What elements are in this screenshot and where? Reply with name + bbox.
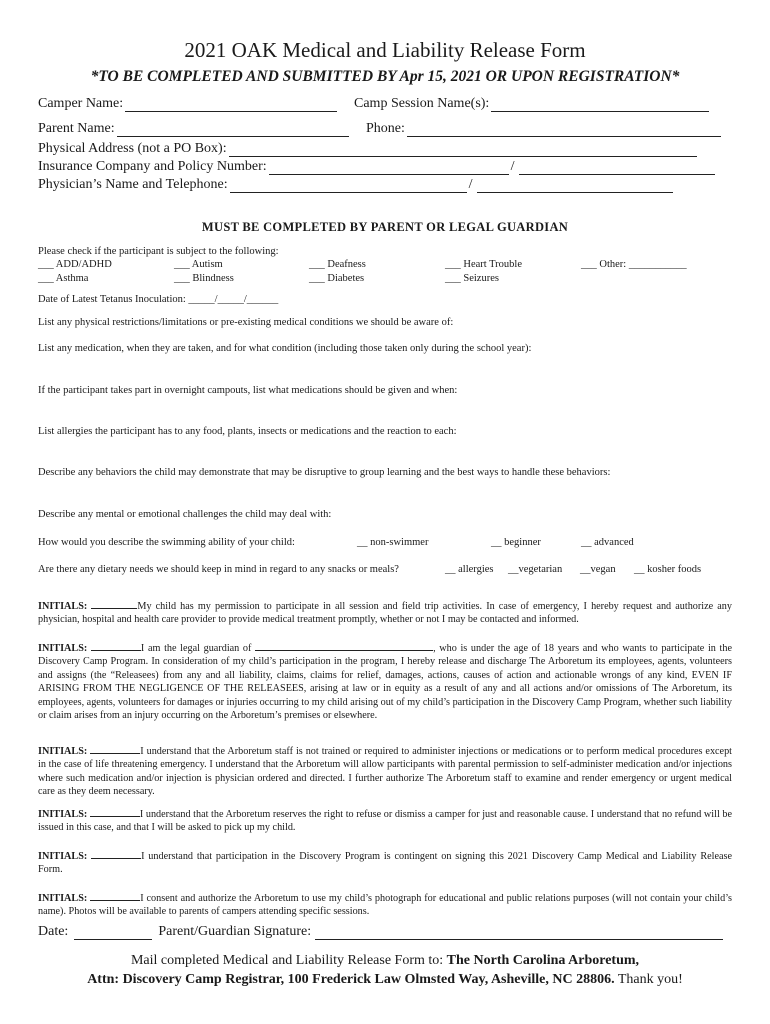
camper-name-field[interactable]	[125, 98, 337, 112]
parent-name-label: Parent Name:	[38, 121, 115, 136]
check-add-adhd[interactable]: ___ ADD/ADHD	[38, 259, 112, 270]
parent-name-row	[38, 121, 349, 137]
initials-text: I am the legal guardian of	[140, 643, 252, 654]
mail-thanks: Thank you!	[614, 972, 683, 987]
initials-text: My child has my permission to participate in all session and field trip activities. In case of emergency, I hereby request and authorize any physician, hospital and health care provider to provide medical treatment promptly, whether or not I may be contacted and informed.	[38, 601, 732, 626]
swim-non-swimmer[interactable]: __ non-swimmer	[357, 537, 429, 548]
check-other[interactable]: ___ Other: ___________	[581, 259, 687, 270]
swim-advanced[interactable]: __ advanced	[581, 537, 634, 548]
diet-kosher-foods[interactable]: __ kosher foods	[634, 564, 702, 575]
initials-label: INITIALS:	[38, 746, 88, 757]
initials-paragraph-2	[38, 640, 732, 722]
initials-paragraph-5	[38, 848, 732, 877]
medication-question: List any medication, when they are taken, and for what condition (including those taken only during the school year):	[38, 343, 532, 354]
parent-name-field[interactable]	[117, 123, 349, 137]
behaviors-question: Describe any behaviors the child may demonstrate that may be disruptive to group learning and the best ways to handle these behaviors:	[38, 467, 611, 478]
initials-field[interactable]	[91, 640, 141, 651]
initials-field[interactable]	[90, 806, 140, 817]
signature-row	[38, 924, 723, 940]
tetanus-question[interactable]: Date of Latest Tetanus Inoculation: _____/_____/______	[38, 294, 279, 305]
allergies-question: List allergies the participant has to any food, plants, insects or medications and the reaction to each:	[38, 426, 457, 437]
diet-vegetarian[interactable]: __vegetarian	[508, 564, 563, 575]
initials-paragraph-3	[38, 743, 732, 799]
check-blindness[interactable]: ___ Blindness	[174, 273, 234, 284]
section-heading: MUST BE COMPLETED BY PARENT OR LEGAL GUARDIAN	[201, 220, 569, 234]
check-autism[interactable]: ___ Autism	[174, 259, 223, 270]
check-deafness[interactable]: ___ Deafness	[309, 259, 366, 270]
initials-field[interactable]	[90, 890, 140, 901]
restrictions-question: List any physical restrictions/limitations or pre-existing medical conditions we should be aware of:	[38, 317, 454, 328]
address-field[interactable]	[229, 143, 697, 157]
date-label: Date:	[38, 924, 69, 939]
physician-slash: /	[468, 177, 473, 192]
initials-label: INITIALS:	[38, 601, 88, 612]
emotional-question: Describe any mental or emotional challenges the child may deal with:	[38, 509, 332, 520]
address-label: Physical Address (not a PO Box):	[38, 141, 227, 156]
phone-label: Phone:	[366, 121, 405, 136]
signature-label: Parent/Guardian Signature:	[158, 924, 312, 939]
check-heart-trouble[interactable]: ___ Heart Trouble	[445, 259, 522, 270]
dietary-question: Are there any dietary needs we should keep in mind in regard to any snacks or meals?	[38, 564, 399, 575]
initials-field[interactable]	[90, 743, 140, 754]
insurance-company-field[interactable]	[269, 161, 509, 175]
check-asthma[interactable]: ___ Asthma	[38, 273, 89, 284]
initials-field[interactable]	[91, 598, 137, 609]
initials-paragraph-6	[38, 890, 732, 919]
child-name-field[interactable]	[255, 640, 433, 651]
check-seizures[interactable]: ___ Seizures	[445, 273, 499, 284]
initials-text: I understand that participation in the Discovery Program is contingent on signing this 2021 Discovery Camp Medical and Liability Release Form.	[38, 851, 733, 876]
initials-text: I understand that the Arboretum reserves the right to refuse or dismiss a camper for just and reasonable cause. I understand that no refund will be issued in this case, and that I will be asked to pick up my child.	[38, 809, 732, 834]
mail-line-2	[0, 972, 770, 988]
initials-field[interactable]	[91, 848, 141, 859]
date-field[interactable]	[74, 926, 152, 940]
swim-beginner[interactable]: __ beginner	[491, 537, 541, 548]
camper-name-label: Camper Name:	[38, 96, 124, 111]
mail-recipient: The North Carolina Arboretum,	[446, 953, 640, 968]
initials-label: INITIALS:	[38, 809, 88, 820]
mail-address: Attn: Discovery Camp Registrar, 100 Frederick Law Olmsted Way, Asheville, NC 28806.	[87, 972, 615, 987]
physician-phone-field[interactable]	[477, 179, 673, 193]
initials-paragraph-4	[38, 806, 732, 835]
initials-text: I understand that the Arboretum staff is not trained or required to administer injections or medications or to perform medical procedures except in the case of life threatening emergency. I understand that the Arboretum will allow participants with parental permission to self-administer medication and/or injections where such medication and/or injection is physician ordered and directed. I further authorize The Arboretum staff to examine and render emergency or urgent medical care as they deem necessary.	[38, 746, 733, 798]
diet-allergies[interactable]: __ allergies	[445, 564, 494, 575]
mail-text: Mail completed Medical and Liability Release Form to:	[130, 953, 447, 968]
camp-session-row	[354, 96, 709, 112]
overnight-question: If the participant takes part in overnight campouts, list what medications should be given and when:	[38, 385, 458, 396]
phone-field[interactable]	[407, 123, 721, 137]
checklist-intro: Please check if the participant is subject to the following:	[38, 246, 279, 257]
insurance-row	[38, 159, 715, 175]
initials-label: INITIALS:	[38, 851, 88, 862]
camp-session-field[interactable]	[491, 98, 709, 112]
physician-label: Physician’s Name and Telephone:	[38, 177, 228, 192]
swimming-question: How would you describe the swimming ability of your child:	[38, 537, 295, 548]
initials-paragraph-1	[38, 598, 732, 627]
check-diabetes[interactable]: ___ Diabetes	[309, 273, 365, 284]
policy-number-field[interactable]	[519, 161, 715, 175]
insurance-label: Insurance Company and Policy Number:	[38, 159, 267, 174]
physician-name-field[interactable]	[230, 179, 467, 193]
physician-row	[38, 177, 673, 193]
camper-name-row	[38, 96, 337, 112]
initials-label: INITIALS:	[38, 893, 88, 904]
initials-text: , who is under the age of 18 years and who wants to participate in the Discovery Camp Program. In consideration of my child’s participation in the program, I hereby release and discharge The Arboretum its employees, agents, volunteers and assigns (the “Releasees) from any and all liability, claims, claims for relief, damages, actions, causes of action and actionable wrongs of any kind, EVEN IF ARISING FROM THE NEGLIGENCE OF THE RELEASEES, arising at law or in equity as a result of any and all actions and/or omissions of The Arboretum, its employees, agents, volunteers for damages or injuries occurring to my child arising out of my child’s participation in the Discovery Camp Program, whether such liability or claim arises from an injury occurring on the Arboretum’s premises or elsewhere.	[38, 643, 733, 722]
address-row	[38, 141, 697, 157]
phone-row	[366, 121, 721, 137]
initials-text: I consent and authorize the Arboretum to use my child’s photograph for educational and public relations purposes (will not contain your child’s name). Photos will be available to parents of campers attending specific sessions.	[38, 893, 732, 918]
form-subtitle: *TO BE COMPLETED AND SUBMITTED BY Apr 15, 2021 OR UPON REGISTRATION*	[90, 68, 680, 85]
diet-vegan[interactable]: __vegan	[580, 564, 616, 575]
camp-session-label: Camp Session Name(s):	[354, 96, 490, 111]
initials-label: INITIALS:	[38, 643, 88, 654]
form-title: 2021 OAK Medical and Liability Release Form	[184, 38, 586, 62]
signature-field[interactable]	[315, 926, 723, 940]
insurance-slash: /	[510, 159, 515, 174]
mail-line-1	[0, 953, 770, 969]
